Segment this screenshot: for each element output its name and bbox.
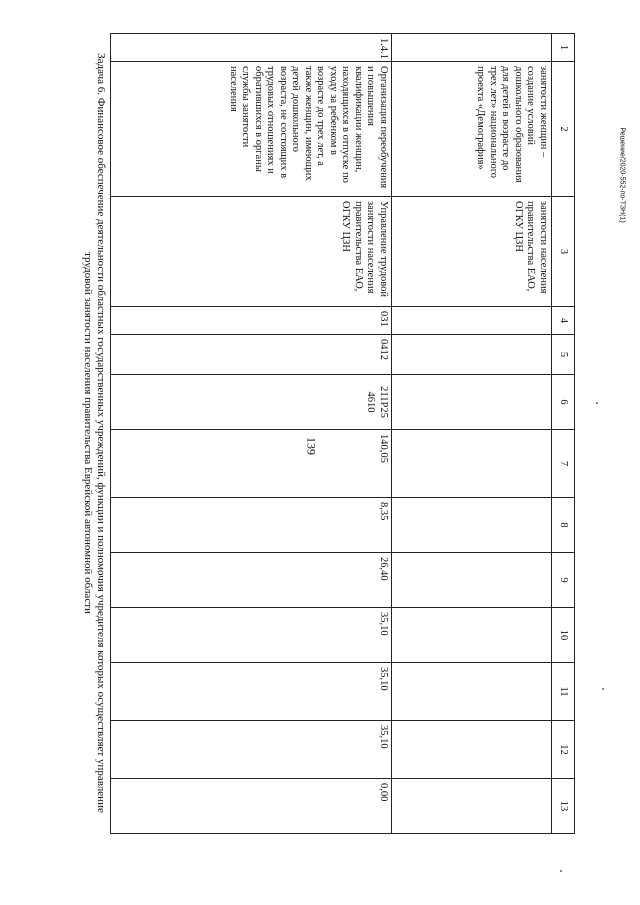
- cell-total: 140,05: [111, 430, 392, 498]
- cell-section: [392, 335, 552, 375]
- header-cell: 11: [552, 663, 575, 721]
- cell-value: 35,10: [111, 663, 392, 721]
- scan-speck: [596, 402, 598, 404]
- cell-grbs: 031: [111, 307, 392, 335]
- cell-description: занятости женщин – создание условий дошкольного образования для детей в возрасте до трех лет» национального проекта «Демография»: [392, 62, 552, 197]
- cell-value: [392, 779, 552, 834]
- header-cell: 12: [552, 721, 575, 779]
- document-stamp: Решение/2020-552-по-ТЗН(1): [618, 127, 626, 223]
- cell-value: 0,00: [111, 779, 392, 834]
- cell-value: [392, 663, 552, 721]
- cell-value: 35,10: [111, 721, 392, 779]
- header-cell: 13: [552, 779, 575, 834]
- cell-value: 8,35: [111, 498, 392, 553]
- rotated-page-content: [75, 33, 575, 833]
- header-cell: 2: [552, 62, 575, 197]
- scan-speck: [560, 870, 562, 872]
- cell-value: [392, 721, 552, 779]
- header-cell: 10: [552, 608, 575, 663]
- task-heading: Задача 6. Финансовое обеспечение деятельности областных государственных учреждений, функции и полномочия учредителя которых осуществляет управление трудовой занятости населения правительства Еврейской автономной области: [82, 53, 107, 813]
- table-row: [392, 34, 552, 834]
- budget-table: [110, 33, 575, 834]
- cell-section: 0412: [111, 335, 392, 375]
- scan-speck: [602, 688, 604, 690]
- cell-target-article: [392, 375, 552, 430]
- header-row: [552, 34, 575, 834]
- cell-value: [392, 553, 552, 608]
- cell-target-article: 211Р25 4610: [111, 375, 392, 430]
- cell-value: [392, 608, 552, 663]
- header-cell: 4: [552, 307, 575, 335]
- header-cell: 9: [552, 553, 575, 608]
- header-cell: 6: [552, 375, 575, 430]
- cell-total: [392, 430, 552, 498]
- header-cell: 7: [552, 430, 575, 498]
- cell-value: 26,40: [111, 553, 392, 608]
- cell-executor: занятости населения правительства ЕАО, ОГКУ ЦЗН: [392, 197, 552, 307]
- header-cell: 8: [552, 498, 575, 553]
- cell-number: 1.4.1: [111, 34, 392, 62]
- cell-description: Организация переобучения и повышения квалификации женщин, находящихся в отпуске по уходу за ребенком в возрасте до трех лет, а также женщин, имеющих детей дошкольного возраста, не состоящих в трудовых отношениях и обратившихся в органы службы занятости населения: [111, 62, 392, 197]
- cell-value: [392, 498, 552, 553]
- header-cell: 1: [552, 34, 575, 62]
- cell-executor: Управление трудовой занятости населения правительства ЕАО, ОГКУ ЦЗН: [111, 197, 392, 307]
- cell-value: 35,10: [111, 608, 392, 663]
- page-number: 139: [304, 437, 319, 455]
- cell-number: [392, 34, 552, 62]
- cell-grbs: [392, 307, 552, 335]
- table-row: [111, 34, 392, 834]
- header-cell: 5: [552, 335, 575, 375]
- header-cell: 3: [552, 197, 575, 307]
